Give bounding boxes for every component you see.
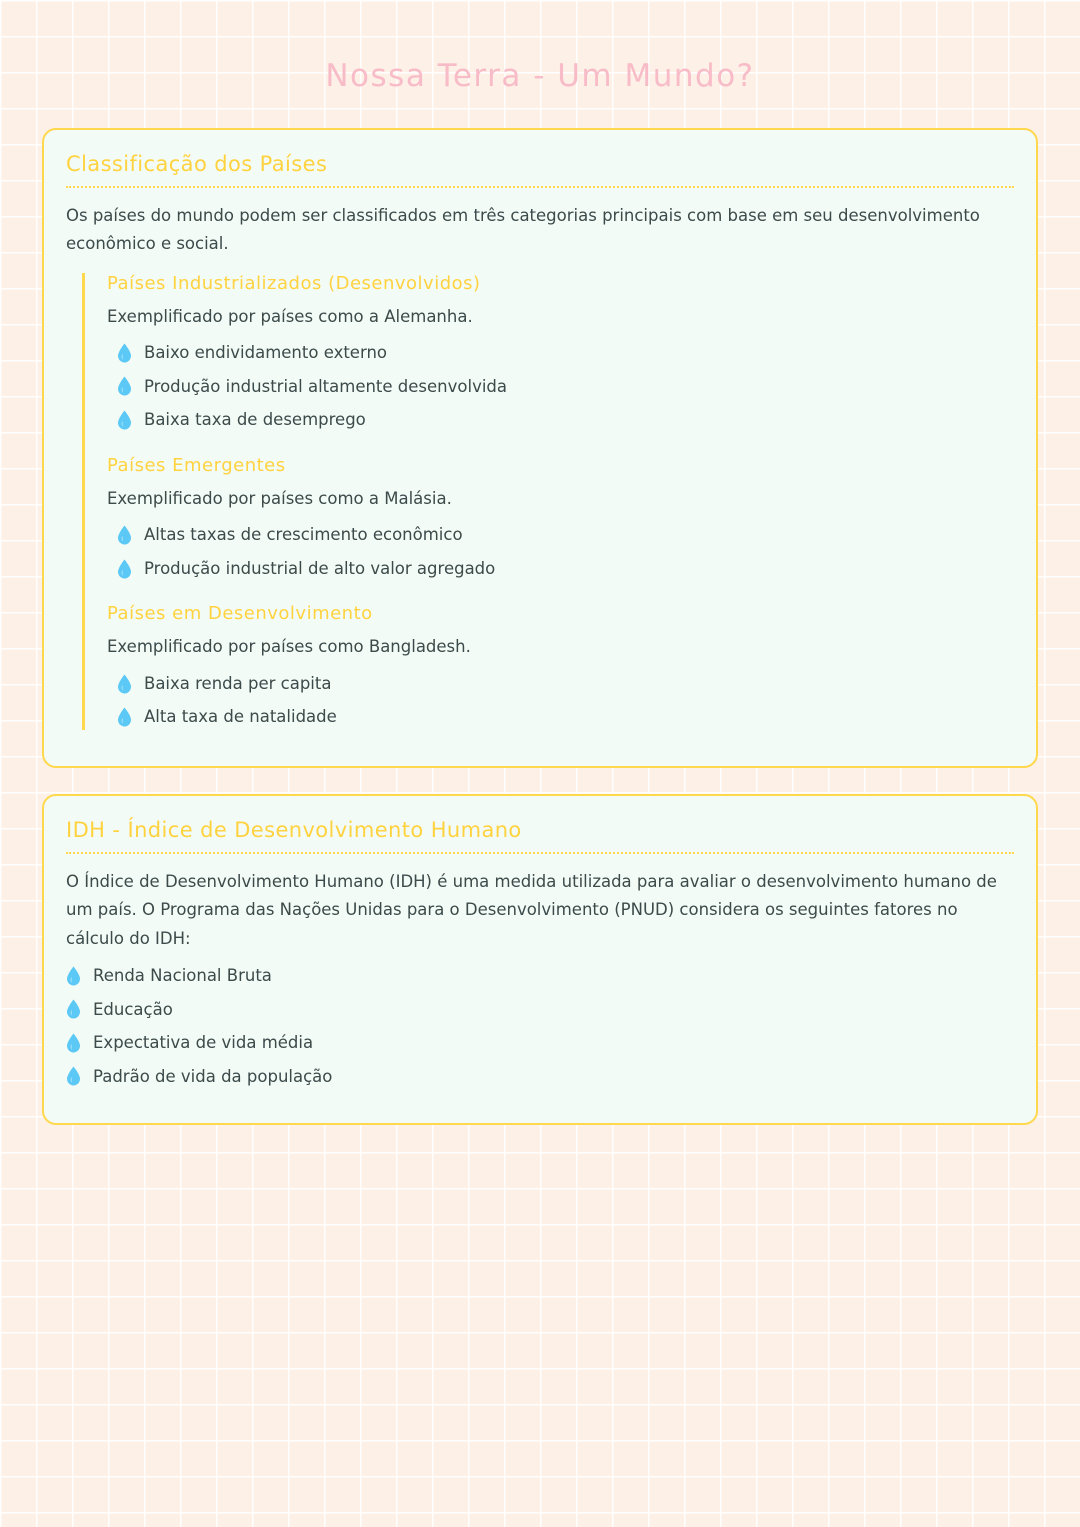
list-item-label: Altas taxas de crescimento econômico [144,525,463,545]
list-item-label: Baixo endividamento externo [144,343,387,363]
water-drop-icon [117,343,132,363]
list-item [117,556,1014,582]
list-item-label: Produção industrial altamente desenvolvida [144,376,508,396]
idh-factor-list [66,963,1014,1089]
list-item-label: Padrão de vida da população [93,1066,333,1086]
section-title: Classificação dos Países [66,152,328,176]
section-card-idh [42,794,1038,1125]
list-item-label: Expectativa de vida média [93,1033,314,1053]
subsection-description: Exemplificado por países como Bangladesh. [107,637,471,657]
water-drop-icon [66,966,81,986]
subsection-description: Exemplificado por países como a Malásia. [107,488,452,508]
page-title: Nossa Terra - Um Mundo? [325,58,755,94]
water-drop-icon [117,410,132,430]
list-item [117,374,1014,400]
list-item-label: Educação [93,999,173,1019]
list-item [66,997,1014,1023]
section-divider [66,186,1014,188]
list-item [117,522,1014,548]
list-item [117,407,1014,433]
subsection-title: Países em Desenvolvimento [107,603,373,625]
subsection-title: Países Industrializados (Desenvolvidos) [107,272,481,294]
list-item-label: Renda Nacional Bruta [93,965,272,985]
section-card-classificacao [42,128,1038,768]
water-drop-icon [66,1066,81,1086]
water-drop-icon [117,525,132,545]
water-drop-icon [117,707,132,727]
water-drop-icon [66,1033,81,1053]
subsection-description: Exemplificado por países como a Alemanha. [107,306,473,326]
subsection-title: Países Emergentes [107,454,286,476]
subsection-bullet-list [107,340,1014,433]
list-item-label: Baixa taxa de desemprego [144,410,366,430]
list-item [66,1064,1014,1090]
list-item [66,1030,1014,1056]
water-drop-icon [66,999,81,1019]
list-item [66,963,1014,989]
section-intro-text: O Índice de Desenvolvimento Humano (IDH) é uma medida utilizada para avaliar o desenvolvimento humano de um país. O Programa das Nações Unidas para o Desenvolvimento (PNUD) considera os seguintes fatores no cálculo do IDH: [66,871,997,948]
water-drop-icon [117,674,132,694]
list-item [117,340,1014,366]
list-item-label: Alta taxa de natalidade [144,707,337,727]
subsection-industrializados [82,273,1014,730]
water-drop-icon [117,376,132,396]
list-item [117,671,1014,697]
list-item-label: Produção industrial de alto valor agregado [144,558,496,578]
subsection-bullet-list [107,522,1014,581]
section-intro-text: Os países do mundo podem ser classificados em três categorias principais com base em seu desenvolvimento econômico e social. [66,206,980,254]
list-item-label: Baixa renda per capita [144,673,332,693]
section-title: IDH - Índice de Desenvolvimento Humano [66,817,522,842]
water-drop-icon [117,559,132,579]
section-divider [66,852,1014,854]
list-item [117,704,1014,730]
subsection-bullet-list [107,671,1014,730]
